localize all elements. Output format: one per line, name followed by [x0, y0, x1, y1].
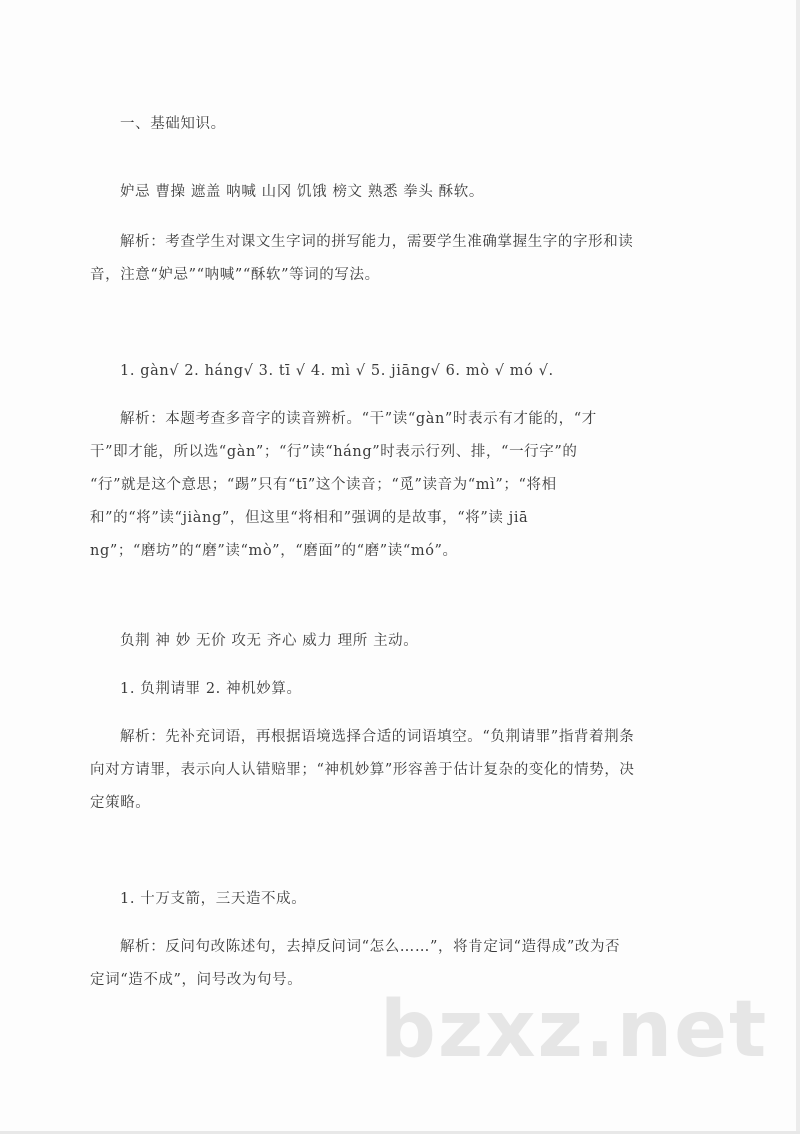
q2-analysis-line: 和”的“将”读“jiàng”，但这里“将相和”强调的是故事，“将”读 jiā: [90, 510, 529, 526]
q2-analysis-line: ng”；“磨坊”的“磨”读“mò”，“磨面”的“磨”读“mó”。: [90, 543, 458, 559]
watermark: bzxz.net: [380, 985, 769, 1075]
section-title-block: [90, 108, 730, 141]
q3-analysis-line: 定策略。: [90, 795, 151, 811]
q1-answer: 妒忌 曹操 遮盖 呐喊 山冈 饥饿 榜文 熟悉 拳头 酥软。: [120, 184, 484, 200]
q1-block: [90, 176, 730, 292]
q3-words: 负荆 神 妙 无价 攻无 齐心 威力 理所 主动。: [120, 633, 419, 649]
q3-answer: 1. 负荆请罪 2. 神机妙算。: [120, 681, 302, 697]
q1-analysis-line: 音，注意“妒忌”“呐喊”“酥软”等词的写法。: [90, 267, 380, 283]
q2-answer: 1. gàn√ 2. háng√ 3. tī √ 4. mì √ 5. jiāng√ 6. mò √ mó √.: [120, 363, 554, 379]
q4-block: [90, 883, 730, 997]
q4-analysis-line: 定词“造不成”，问号改为句号。: [90, 972, 303, 988]
q2-analysis-line: 干”即才能，所以选“gàn”；“行”读“háng”时表示行列、排，“一行字”的: [90, 444, 578, 460]
q1-analysis-line: 解析：考查学生对课文生字词的拼写能力，需要学生准确掌握生字的字形和读: [120, 234, 634, 250]
q3-block: [90, 625, 730, 820]
page-edge: [796, 0, 800, 1134]
q3-analysis-line: 解析：先补充词语，再根据语境选择合适的词语填空。“负荆请罪”指背着荆条: [120, 729, 635, 745]
section-title: 一、基础知识。: [120, 116, 226, 132]
q3-analysis-line: 向对方请罪，表示向人认错赔罪；“神机妙算”形容善于估计复杂的变化的情势，决: [90, 762, 635, 778]
q2-analysis-line: 解析：本题考查多音字的读音辨析。“干”读“gàn”时表示有才能的，“才: [120, 411, 597, 427]
q2-analysis-line: “行”就是这个意思；“踢”只有“tī”这个读音；“觅”读音为“mì”；“将相: [90, 477, 557, 493]
q4-analysis-line: 解析：反问句改陈述句，去掉反问词“怎么……”，将肯定词“造得成”改为否: [120, 939, 621, 955]
q4-answer: 1. 十万支箭，三天造不成。: [120, 891, 307, 907]
q2-block: [90, 355, 730, 568]
